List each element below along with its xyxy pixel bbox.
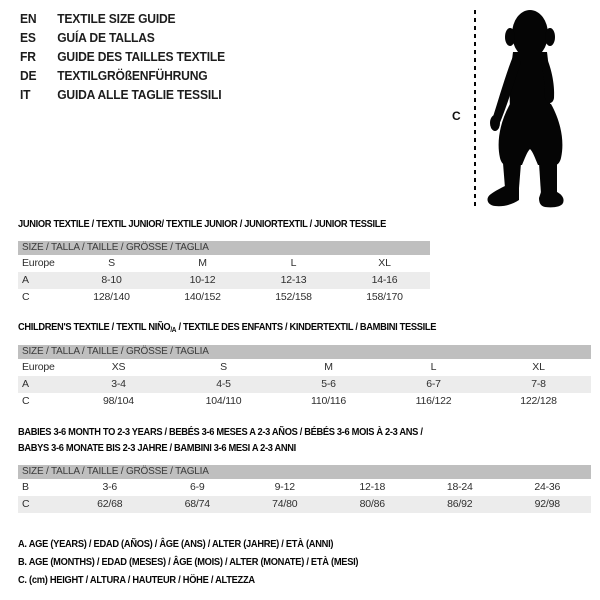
language-code: IT [20, 87, 31, 102]
table-cell: 18-24 [446, 481, 473, 493]
toddler-silhouette-icon [483, 8, 575, 208]
table-cell: 74/80 [272, 498, 298, 510]
language-row-fr [20, 47, 225, 66]
legend [18, 536, 384, 590]
table-cell: 104/110 [205, 395, 242, 407]
size-header: SIZE / TALLA / TAILLE / GRÖSSE / TAGLIA [18, 241, 430, 255]
children-title-main: CHILDREN'S TEXTILE / TEXTIL NIÑO [18, 322, 171, 333]
row-label: A [22, 378, 29, 390]
height-measure-label: C [452, 109, 461, 123]
language-list [20, 9, 240, 104]
table-cell: 12-13 [280, 274, 307, 286]
table-cell: 6-9 [189, 481, 205, 493]
row-label: Europe [22, 361, 55, 373]
language-row-en [20, 9, 225, 28]
table-row [18, 393, 591, 410]
table-cell: 98/104 [103, 395, 134, 407]
table-cell: M [324, 361, 333, 373]
table-cell: 140/152 [184, 291, 221, 303]
language-label: TEXTILE SIZE GUIDE [57, 11, 176, 26]
table-cell: 4-5 [216, 378, 231, 390]
row-label: B [22, 481, 29, 493]
table-cell: XL [378, 257, 391, 269]
babies-title-line1: BABIES 3-6 MONTH TO 2-3 YEARS / BEBÉS 3-6 MESES A 2-3 AÑOS / BÉBÉS 3-6 MOIS À 2-3 ANS / [18, 427, 423, 438]
table-cell: 6-7 [426, 378, 441, 390]
table-cell: 3-6 [102, 481, 118, 493]
row-label: A [22, 274, 29, 286]
table-cell: L [430, 361, 437, 373]
table-row [18, 496, 591, 513]
size-header: SIZE / TALLA / TAILLE / GRÖSSE / TAGLIA [18, 345, 591, 359]
table-cell: 110/116 [311, 395, 346, 407]
babies-title-line2: BABYS 3-6 MONATE BIS 2-3 JAHRE / BAMBINI 3-6 MESI A 2-3 ANNI [18, 443, 296, 454]
language-label: GUÍA DE TALLAS [57, 30, 155, 45]
children-size-table [18, 345, 591, 410]
table-cell: 9-12 [274, 481, 295, 493]
table-row [18, 255, 430, 272]
table-cell: 158/170 [366, 291, 403, 303]
language-code: ES [20, 30, 36, 45]
language-code: FR [20, 49, 36, 64]
table-cell: XL [532, 361, 545, 373]
table-row [18, 479, 591, 496]
table-cell: 62/68 [97, 498, 123, 510]
table-cell: 122/128 [520, 395, 557, 407]
height-dashed-line [474, 10, 476, 207]
table-cell: 14-16 [371, 274, 398, 286]
table-cell: 128/140 [93, 291, 130, 303]
table-cell: 152/158 [275, 291, 312, 303]
babies-size-table [18, 465, 591, 513]
table-cell: L [290, 257, 297, 269]
language-code: DE [20, 68, 37, 83]
table-cell: 7-8 [531, 378, 546, 390]
row-label: C [22, 291, 30, 303]
row-label: Europe [22, 257, 55, 269]
children-table-title [18, 320, 436, 339]
table-cell: S [220, 361, 227, 373]
height-figure [450, 8, 595, 213]
table-cell: 86/92 [447, 498, 473, 510]
language-row-de [20, 66, 225, 85]
table-row [18, 359, 591, 376]
children-title-rest: / TEXTILE DES ENFANTS / KINDERTEXTIL / BAMBINI TESSILE [176, 322, 437, 333]
table-row [18, 272, 430, 289]
table-cell: M [198, 257, 207, 269]
table-row [18, 289, 430, 306]
table-cell: 92/98 [534, 498, 560, 510]
size-header: SIZE / TALLA / TAILLE / GRÖSSE / TAGLIA [18, 465, 591, 479]
table-row [18, 376, 591, 393]
junior-table-title: JUNIOR TEXTILE / TEXTIL JUNIOR/ TEXTILE JUNIOR / JUNIORTEXTIL / JUNIOR TESSILE [18, 219, 387, 230]
table-cell: 8-10 [101, 274, 122, 286]
language-row-es [20, 28, 225, 47]
language-row-it [20, 85, 225, 104]
table-cell: 80/86 [359, 498, 385, 510]
table-cell: 10-12 [189, 274, 216, 286]
row-label: C [22, 395, 30, 407]
table-cell: S [108, 257, 115, 269]
language-label: GUIDA ALLE TAGLIE TESSILI [57, 87, 222, 102]
legend-line-a: A. AGE (YEARS) / EDAD (AÑOS) / ÂGE (ANS) / ALTER (JAHRE) / ETÀ (ANNI) [18, 539, 334, 550]
legend-line-b: B. AGE (MONTHS) / EDAD (MESES) / ÂGE (MOIS) / ALTER (MONATE) / ETÀ (MESI) [18, 557, 359, 568]
table-cell: 3-4 [111, 378, 126, 390]
junior-size-table [18, 241, 430, 306]
table-cell: 116/122 [415, 395, 452, 407]
table-cell: XS [111, 361, 126, 373]
children-title-subscript: /A [170, 327, 177, 334]
language-code: EN [20, 11, 37, 26]
language-label: TEXTILGRÖßENFÜHRUNG [57, 68, 208, 83]
row-label: C [22, 498, 30, 510]
table-cell: 5-6 [321, 378, 336, 390]
table-cell: 68/74 [184, 498, 210, 510]
language-label: GUIDE DES TAILLES TEXTILE [57, 49, 225, 64]
babies-table-title [18, 425, 423, 457]
table-cell: 24-36 [534, 481, 561, 493]
table-cell: 12-18 [359, 481, 386, 493]
legend-line-c: C. (cm) HEIGHT / ALTURA / HAUTEUR / HÖHE / ALTEZZA [18, 575, 255, 586]
